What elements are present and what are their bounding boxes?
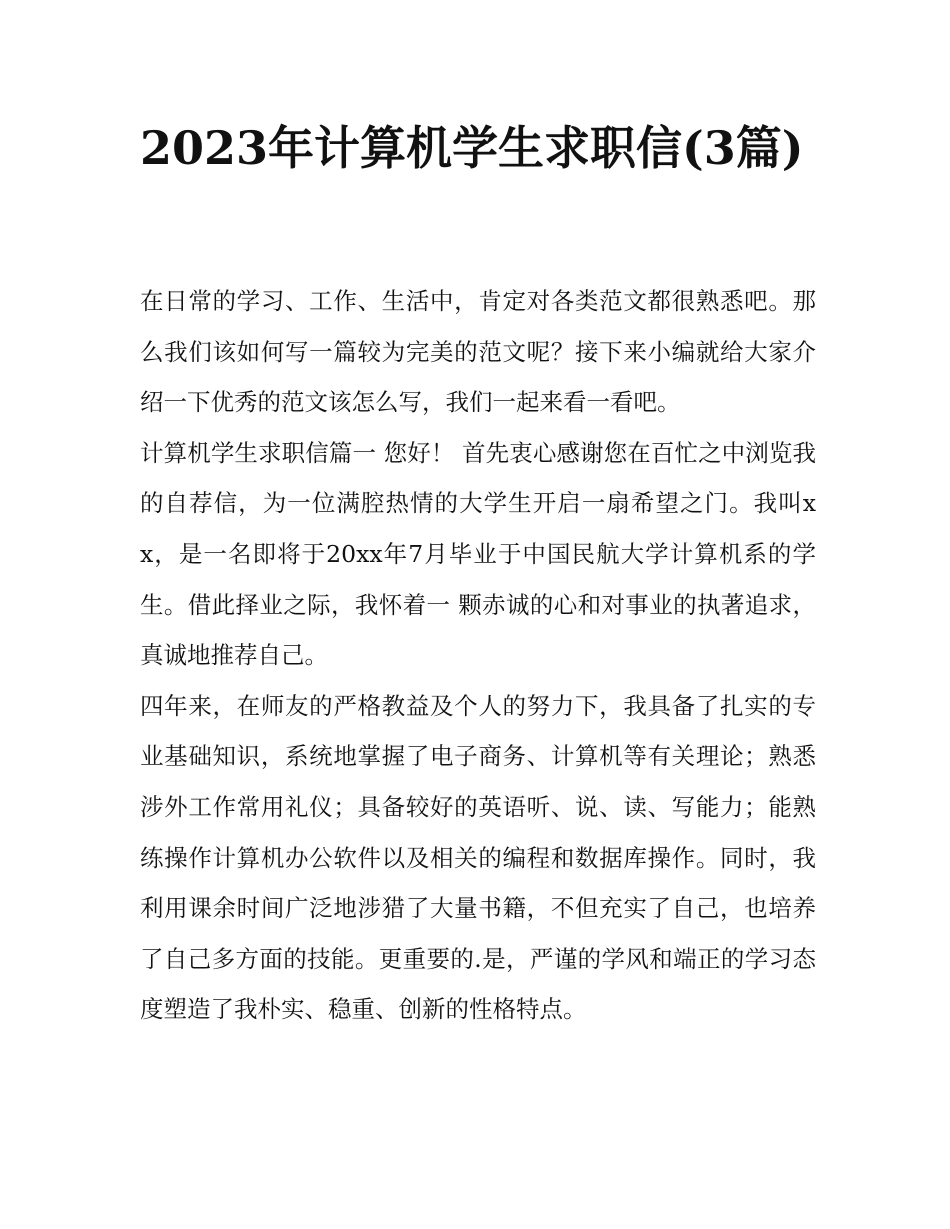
document-title: 2023年计算机学生求职信(3篇) — [140, 121, 804, 175]
paragraph-intro: 在日常的学习、工作、生活中，肯定对各类范文都很熟悉吧。那么我们该如何写一篇较为完美的范文呢？接下来小编就给大家介绍一下优秀的范文该怎么写，我们一起来看一看吧。 — [140, 287, 816, 417]
paragraph-skills: 四年来，在师友的严格教益及个人的努力下，我具备了扎实的专业基础知识，系统地掌握了电子商务、计算机等有关理论；熟悉涉外工作常用礼仪；具备较好的英语听、说、读、写能力；能熟练操作计算机办公软件以及相关的编程和数据库操作。同时，我利用课余时间广泛地涉猎了大量书籍，不但充实了自己，也培养了自己多方面的技能。更重要的.是，严谨的学风和端正的学习态度塑造了我朴实、稳重、创新的性格特点。 — [140, 691, 816, 1024]
document-body — [140, 276, 816, 1035]
paragraph-greeting: 计算机学生求职信篇一 您好！ 首先衷心感谢您在百忙之中浏览我的自荐信，为一位满腔热情的大学生开启一扇希望之门。我叫xx，是一名即将于20xx年7月毕业于中国民航大学计算机系的学生。借此择业之际，我怀着一 颗赤诚的心和对事业的执著追求，真诚地推荐自己。 — [140, 438, 816, 670]
